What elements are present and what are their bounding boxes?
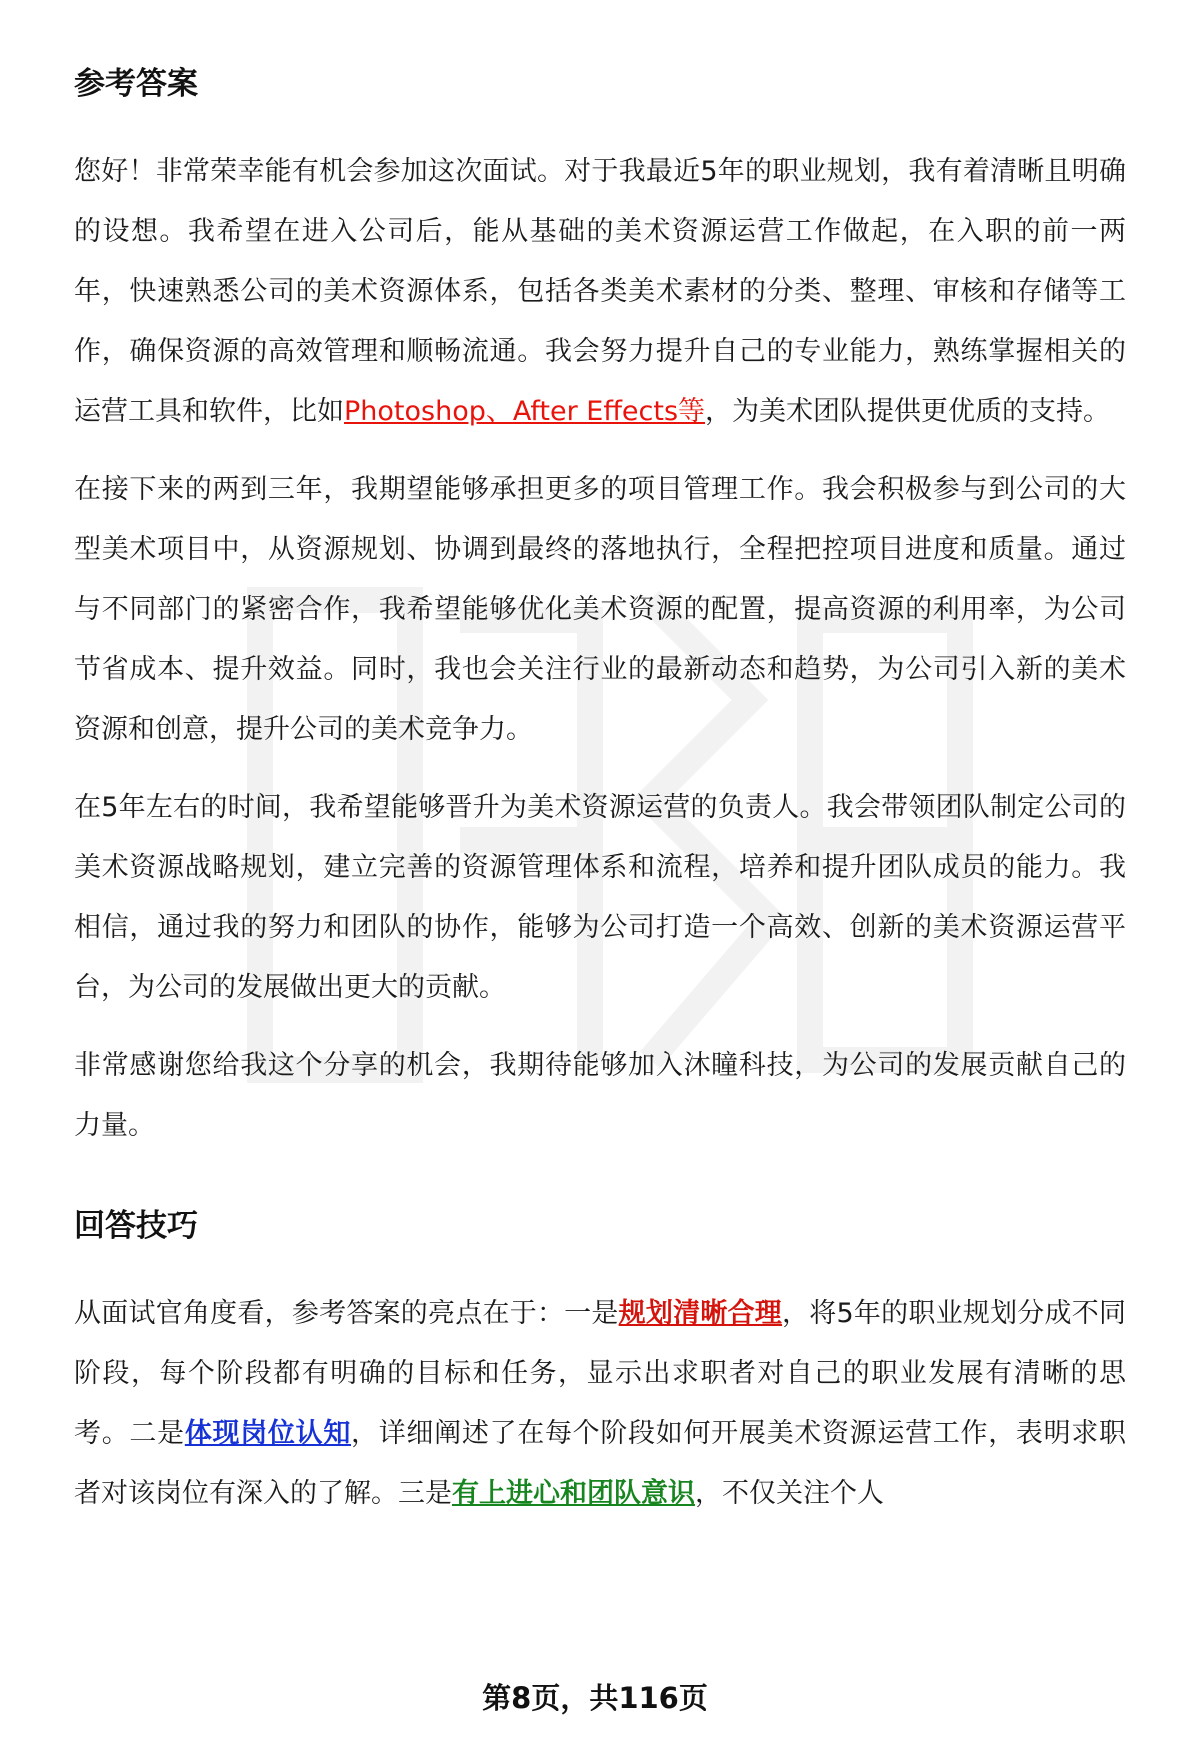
section-title-tips: 回答技巧	[74, 1208, 198, 1244]
answer-paragraph-1-text-a: 您好！非常荣幸能有机会参加这次面试。对于我最近5年的职业规划，我有着清晰且明确的设想。我希望在进入公司后，能从基础的美术资源运营工作做起，在入职的前一两年，快速熟悉公司的美术资源体系，包括各类美术素材的分类、整理、审核和存储等工作，确保资源的高效管理和顺畅流通。我会努力提升自己的专业能力，熟练掌握相关的运营工具和软件，比如	[74, 156, 1126, 427]
highlight-role-awareness: 体现岗位认知	[184, 1418, 352, 1449]
section-title-answer: 参考答案	[74, 66, 198, 102]
page-number-footer: 第8页，共116页	[482, 1681, 708, 1715]
answer-paragraph-1-text-b: ，为美术团队提供更优质的支持。	[705, 396, 1111, 427]
software-link[interactable]: Photoshop、After Effects等	[344, 396, 706, 427]
tips-paragraph	[74, 1284, 1126, 1524]
answer-paragraph-1	[74, 142, 1126, 442]
highlight-plan-clear: 规划清晰合理	[618, 1298, 783, 1329]
highlight-ambition-teamwork: 有上进心和团队意识	[452, 1478, 695, 1509]
page-content	[74, 60, 1126, 1524]
tips-text-3: ，详细阐述了在每个阶段如何开展美术资源运营工作，表明求职者对该岗位有深入的了解。三是	[74, 1418, 1127, 1509]
answer-paragraph-2: 在接下来的两到三年，我期望能够承担更多的项目管理工作。我会积极参与到公司的大型美术项目中，从资源规划、协调到最终的落地执行，全程把控项目进度和质量。通过与不同部门的紧密合作，我希望能够优化美术资源的配置，提高资源的利用率，为公司节省成本、提升效益。同时，我也会关注行业的最新动态和趋势，为公司引入新的美术资源和创意，提升公司的美术竞争力。	[74, 474, 1126, 745]
answer-paragraph-4: 非常感谢您给我这个分享的机会，我期待能够加入沐瞳科技，为公司的发展贡献自己的力量。	[74, 1050, 1126, 1141]
tips-text-2: ，将5年的职业规划分成不同阶段，每个阶段都有明确的目标和任务，显示出求职者对自己的职业发展有清晰的思考。二是	[74, 1298, 1127, 1449]
answer-paragraph-3: 在5年左右的时间，我希望能够晋升为美术资源运营的负责人。我会带领团队制定公司的美术资源战略规划，建立完善的资源管理体系和流程，培养和提升团队成员的能力。我相信，通过我的努力和团队的协作，能够为公司打造一个高效、创新的美术资源运营平台，为公司的发展做出更大的贡献。	[74, 792, 1126, 1003]
tips-text-1: 从面试官角度看，参考答案的亮点在于：一是	[74, 1298, 619, 1329]
tips-text-4: ，不仅关注个人	[695, 1478, 884, 1509]
